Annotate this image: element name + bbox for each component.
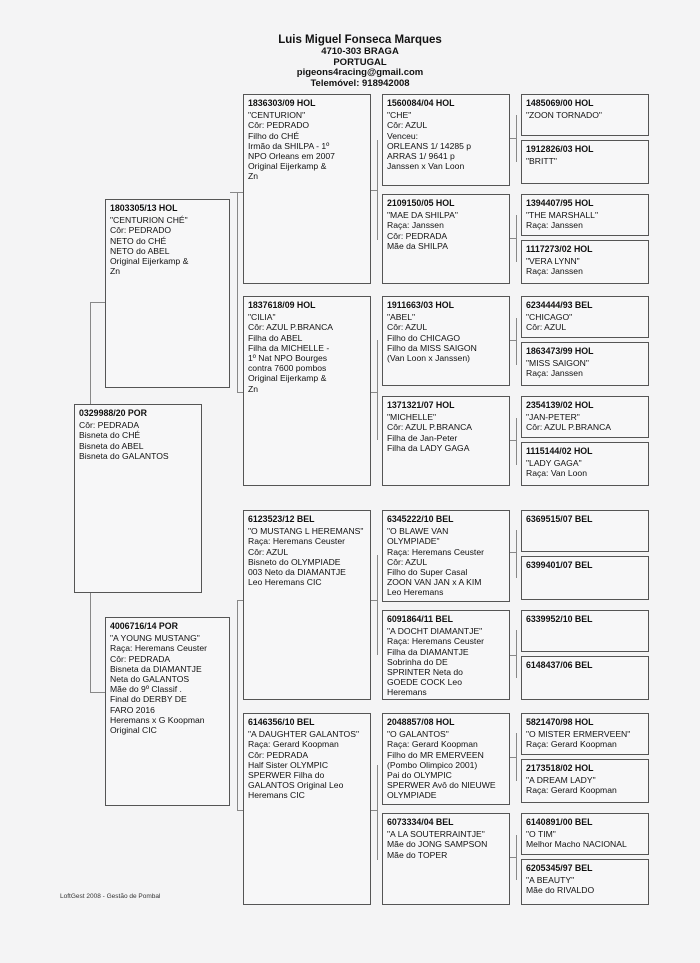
pedigree-great-grandparent[interactable] (382, 296, 510, 386)
pedigree-great-grandparent[interactable] (382, 610, 510, 700)
connector (90, 302, 91, 404)
pigeon-detail: Côr: AZUL (248, 546, 289, 557)
pigeon-detail: 003 Neto da DIAMANTJE (248, 567, 346, 578)
pigeon-detail: Original Eijerkamp & (110, 256, 189, 267)
ring-number: 6369515/07 BEL (526, 514, 593, 524)
pigeon-detail: Bisneta do ABEL (79, 440, 144, 451)
pigeon-detail: "A DREAM LADY" (526, 775, 596, 786)
pedigree-sire[interactable] (105, 199, 230, 388)
pigeon-detail: Bisneta do CHÉ (79, 430, 141, 441)
ring-number: 1485069/00 HOL (526, 98, 594, 108)
pigeon-detail: Leo Heremans (387, 587, 444, 598)
connector (230, 192, 243, 193)
pigeon-detail: "CHICAGO" (526, 312, 573, 323)
connector (377, 140, 378, 240)
connector (516, 318, 517, 365)
pedigree-great-grandparent[interactable] (382, 194, 510, 284)
pigeon-detail: Venceu: (387, 130, 419, 141)
pigeon-detail: "CENTURION" (248, 110, 306, 121)
pigeon-detail: "O TIM" (526, 829, 556, 840)
ring-number: 0329988/20 POR (79, 408, 147, 418)
pigeon-detail: Côr: AZUL (526, 322, 567, 333)
pigeon-detail: Raça: Heremans Ceuster (387, 546, 484, 557)
pigeon-detail: "A DAUGHTER GALANTOS" (248, 729, 360, 740)
pigeon-detail: "A LA SOUTERRAINTJE" (387, 829, 485, 840)
pigeon-detail: "MAE DA SHILPA" (387, 210, 458, 221)
pedigree-ancestor[interactable] (521, 859, 649, 905)
connector (516, 530, 517, 578)
pigeon-detail: "MICHELLE" (387, 412, 437, 423)
connector (371, 810, 377, 811)
ring-number: 6148437/06 BEL (526, 660, 593, 670)
connector (371, 600, 377, 601)
pigeon-detail: Côr: AZUL P.BRANCA (526, 422, 612, 433)
pigeon-detail: Mãe do JONG SAMPSON (387, 839, 488, 850)
ring-number: 2048857/08 HOL (387, 717, 455, 727)
ring-number: 1560084/04 HOL (387, 98, 455, 108)
pigeon-detail: Original Eijerkamp & (248, 161, 327, 172)
pigeon-detail: SPERWER Avô do NIEUWE (387, 780, 496, 791)
pigeon-detail: Côr: PEDRADO (110, 225, 172, 236)
connector (510, 757, 516, 758)
pigeon-detail: Filho do CHICAGO (387, 332, 461, 343)
connector (510, 138, 516, 139)
pigeon-detail: Heremans CIC (248, 790, 305, 801)
ring-number: 6091864/11 BEL (387, 614, 454, 624)
pigeon-detail: Mãe do TOPER (387, 849, 448, 860)
pedigree-grandparent[interactable] (243, 510, 371, 700)
pigeon-detail: Zn (110, 266, 121, 277)
pigeon-detail: OLYMPIADE (387, 790, 437, 801)
pigeon-detail: Raça: Janssen (526, 368, 583, 379)
pigeon-detail: ZOON VAN JAN x A KIM (387, 577, 482, 588)
pigeon-detail: Bisneto do OLYMPIADE (248, 556, 341, 567)
pigeon-detail: Raça: Gerard Koopman (526, 739, 617, 750)
pigeon-detail: Janssen x Van Loon (387, 161, 465, 172)
ring-number: 6339952/10 BEL (526, 614, 593, 624)
pigeon-detail: Bisneta do GALANTOS (79, 450, 169, 461)
pigeon-detail: Half Sister OLYMPIC (248, 759, 329, 770)
pigeon-detail: "A BEAUTY" (526, 875, 575, 886)
pedigree-great-grandparent[interactable] (382, 396, 510, 486)
pigeon-detail: SPERWER Filha do (248, 770, 325, 781)
ring-number: 2354139/02 HOL (526, 400, 594, 410)
pedigree-ancestor[interactable] (521, 556, 649, 600)
pigeon-detail: (Van Loon x Janssen) (387, 353, 470, 364)
connector (377, 340, 378, 440)
pigeon-detail: Côr: PEDRADA (79, 420, 140, 431)
breeder-postal: 4710-303 BRAGA (321, 46, 399, 57)
pigeon-detail: Irmão da SHILPA - 1º (248, 140, 330, 151)
breeder-header (230, 34, 490, 89)
ring-number: 1912826/03 HOL (526, 144, 594, 154)
pigeon-detail: Raça: Van Loon (526, 468, 587, 479)
pigeon-detail: Melhor Macho NACIONAL (526, 839, 627, 850)
pigeon-detail: OLYMPIADE" (387, 536, 440, 547)
pedigree-ancestor[interactable] (521, 442, 649, 486)
pigeon-detail: Heremans x G Koopman (110, 714, 205, 725)
pigeon-detail: Leo Heremans CIC (248, 577, 322, 588)
pedigree-ancestor[interactable] (521, 510, 649, 552)
breeder-country: PORTUGAL (333, 56, 387, 68)
pigeon-detail: Original Eijerkamp & (248, 373, 327, 384)
footer-credit: LoftGest 2008 - Gestão de Pombal (60, 893, 161, 900)
pedigree-ancestor[interactable] (521, 140, 649, 184)
pigeon-detail: Mãe da SHILPA (387, 240, 448, 251)
ring-number: 1803305/13 HOL (110, 203, 178, 213)
pigeon-detail: Filho do MR EMERVEEN (387, 749, 484, 760)
pigeon-detail: Zn (248, 171, 259, 182)
connector (510, 238, 516, 239)
pigeon-detail: "ZOON TORNADO" (526, 110, 602, 121)
ring-number: 2173518/02 HOL (526, 763, 594, 773)
pigeon-detail: "O GALANTOS" (387, 729, 449, 740)
pigeon-detail: Zn (248, 383, 259, 394)
pedigree-ancestor[interactable] (521, 813, 649, 855)
pigeon-detail: Original CIC (110, 725, 157, 736)
connector (510, 552, 516, 553)
pigeon-detail: Filha da MICHELLE - (248, 342, 330, 353)
pigeon-detail: Neta do GALANTOS (110, 674, 190, 685)
connector (516, 215, 517, 262)
ring-number: 6073334/04 BEL (387, 817, 454, 827)
pigeon-detail: "CENTURION CHÉ" (110, 215, 188, 226)
ring-number: 6345222/10 BEL (387, 514, 454, 524)
pedigree-dam[interactable] (105, 617, 230, 806)
pedigree-ancestor[interactable] (521, 296, 649, 338)
pigeon-detail: "BRITT" (526, 156, 557, 167)
ring-number: 1836303/09 HOL (248, 98, 316, 108)
pigeon-detail: Pai do OLYMPIC (387, 770, 452, 781)
pedigree-ancestor[interactable] (521, 240, 649, 284)
pigeon-detail: 1º Nat NPO Bourges (248, 353, 328, 364)
pedigree-ancestor[interactable] (521, 759, 649, 803)
ring-number: 6234444/93 BEL (526, 300, 593, 310)
pigeon-detail: "O MISTER ERMERVEEN" (526, 729, 631, 740)
pigeon-detail: "JAN-PETER" (526, 412, 580, 423)
connector (516, 733, 517, 781)
pigeon-detail: Bisneta da DIAMANTJE (110, 663, 202, 674)
connector (377, 555, 378, 655)
pigeon-detail: NETO do CHÉ (110, 235, 167, 246)
pigeon-detail: Filha da LADY GAGA (387, 442, 470, 453)
pedigree-great-grandparent[interactable] (382, 713, 510, 805)
pedigree-great-grandparent[interactable] (382, 94, 510, 186)
pigeon-detail: Filho da MISS SAIGON (387, 342, 477, 353)
pedigree-ancestor[interactable] (521, 656, 649, 700)
pigeon-detail: Filha do ABEL (248, 332, 303, 343)
pigeon-detail: NETO do ABEL (110, 245, 170, 256)
connector (90, 692, 105, 693)
ring-number: 6123523/12 BEL (248, 514, 315, 524)
pigeon-detail: Côr: PEDRADO (248, 120, 310, 131)
pigeon-detail: ORLEANS 1/ 14285 p (387, 140, 472, 151)
pigeon-detail: "CILIA" (248, 312, 276, 323)
pigeon-detail: GALANTOS Original Leo (248, 780, 344, 791)
pigeon-detail: "MISS SAIGON" (526, 358, 589, 369)
ring-number: 5821470/98 HOL (526, 717, 594, 727)
pedigree-grandparent[interactable] (243, 94, 371, 284)
pigeon-detail: "VERA LYNN" (526, 256, 580, 267)
pigeon-detail: Côr: PEDRADA (248, 749, 309, 760)
pigeon-detail: Raça: Heremans Ceuster (248, 536, 345, 547)
pedigree-subject[interactable] (74, 404, 202, 593)
ring-number: 6140891/00 BEL (526, 817, 593, 827)
pigeon-detail: "O MUSTANG L HEREMANS" (248, 526, 364, 537)
pedigree-ancestor[interactable] (521, 94, 649, 136)
connector (510, 655, 516, 656)
pigeon-detail: "ABEL" (387, 312, 416, 323)
pigeon-detail: contra 7600 pombos (248, 363, 327, 374)
pigeon-detail: Raça: Heremans Ceuster (110, 643, 207, 654)
pedigree-ancestor[interactable] (521, 342, 649, 386)
breeder-email: pigeons4racing@gmail.com (296, 67, 424, 79)
ring-number: 1863473/99 HOL (526, 346, 594, 356)
pedigree-ancestor[interactable] (521, 713, 649, 755)
pigeon-detail: Côr: AZUL (387, 322, 428, 333)
pigeon-detail: "LADY GAGA" (526, 458, 582, 469)
pedigree-great-grandparent[interactable] (382, 510, 510, 602)
pedigree-ancestor[interactable] (521, 610, 649, 652)
pigeon-detail: Sobrinha do DE (387, 656, 448, 667)
connector (377, 765, 378, 860)
pigeon-detail: Raça: Janssen (387, 220, 444, 231)
pigeon-detail: SPRINTER Neta do (387, 667, 463, 678)
connector (516, 630, 517, 678)
pigeon-detail: FARO 2016 (110, 704, 155, 715)
ring-number: 1115144/02 HOL (526, 446, 593, 456)
pigeon-detail: "A DOCHT DIAMANTJE" (387, 626, 483, 637)
ring-number: 1837618/09 HOL (248, 300, 316, 310)
pigeon-detail: Raça: Janssen (526, 220, 583, 231)
pigeon-detail: Côr: AZUL (387, 556, 428, 567)
pigeon-detail: Filho do CHÉ (248, 130, 300, 141)
pigeon-detail: Raça: Gerard Koopman (387, 739, 478, 750)
pedigree-grandparent[interactable] (243, 296, 371, 486)
pigeon-detail: "CHE" (387, 110, 412, 121)
pigeon-detail: Filha de Jan-Peter (387, 432, 458, 443)
connector (516, 115, 517, 162)
connector (371, 392, 377, 393)
connector (237, 600, 238, 810)
pigeon-detail: GOEDE COCK Leo (387, 677, 462, 688)
connector (90, 593, 91, 693)
pigeon-detail: Côr: AZUL P.BRANCA (387, 422, 473, 433)
pigeon-detail: Heremans (387, 687, 427, 698)
ring-number: 6146356/10 BEL (248, 717, 315, 727)
ring-number: 1911663/03 HOL (387, 300, 455, 310)
pedigree-great-grandparent[interactable] (382, 813, 510, 905)
connector (510, 340, 516, 341)
connector (516, 835, 517, 880)
ring-number: 2109150/05 HOL (387, 198, 455, 208)
pigeon-detail: Mãe do 9º Classif . (110, 684, 182, 695)
pigeon-detail: "O BLAWE VAN (387, 526, 449, 537)
breeder-name: Luis Miguel Fonseca Marques (278, 34, 442, 46)
pigeon-detail: Côr: AZUL (387, 120, 428, 131)
pigeon-detail: (Pombo Olimpico 2001) (387, 759, 478, 770)
pigeon-detail: Mãe do RIVALDO (526, 885, 595, 896)
ring-number: 6205345/97 BEL (526, 863, 593, 873)
connector (516, 418, 517, 465)
ring-number: 4006716/14 POR (110, 621, 178, 631)
pigeon-detail: Côr: PEDRADA (110, 653, 171, 664)
connector (237, 192, 238, 392)
ring-number: 1371321/07 HOL (387, 400, 455, 410)
pedigree-ancestor[interactable] (521, 396, 649, 438)
connector (510, 857, 516, 858)
ring-number: 1394407/95 HOL (526, 198, 594, 208)
pedigree-ancestor[interactable] (521, 194, 649, 236)
pigeon-detail: Raça: Gerard Koopman (526, 785, 617, 796)
pigeon-detail: Côr: AZUL P.BRANCA (248, 322, 334, 333)
ring-number: 1117273/02 HOL (526, 244, 593, 254)
pigeon-detail: Filho do Super Casal (387, 567, 468, 578)
pigeon-detail: Final do DERBY DE (110, 694, 187, 705)
pigeon-detail: Raça: Gerard Koopman (248, 739, 339, 750)
pigeon-detail: Côr: PEDRADA (387, 230, 448, 241)
pigeon-detail: Filha da DIAMANTJE (387, 646, 469, 657)
ring-number: 6399401/07 BEL (526, 560, 593, 570)
connector (510, 440, 516, 441)
breeder-phone: Telemóvel: 918942008 (310, 77, 410, 89)
pigeon-detail: Raça: Janssen (526, 266, 583, 277)
pigeon-detail: "A YOUNG MUSTANG" (110, 633, 200, 644)
pedigree-grandparent[interactable] (243, 713, 371, 905)
pigeon-detail: ARRAS 1/ 9641 p (387, 151, 455, 162)
pigeon-detail: "THE MARSHALL" (526, 210, 599, 221)
connector (90, 302, 105, 303)
pigeon-detail: Raça: Heremans Ceuster (387, 636, 484, 647)
pigeon-detail: NPO Orleans em 2007 (248, 151, 335, 162)
connector (371, 190, 377, 191)
